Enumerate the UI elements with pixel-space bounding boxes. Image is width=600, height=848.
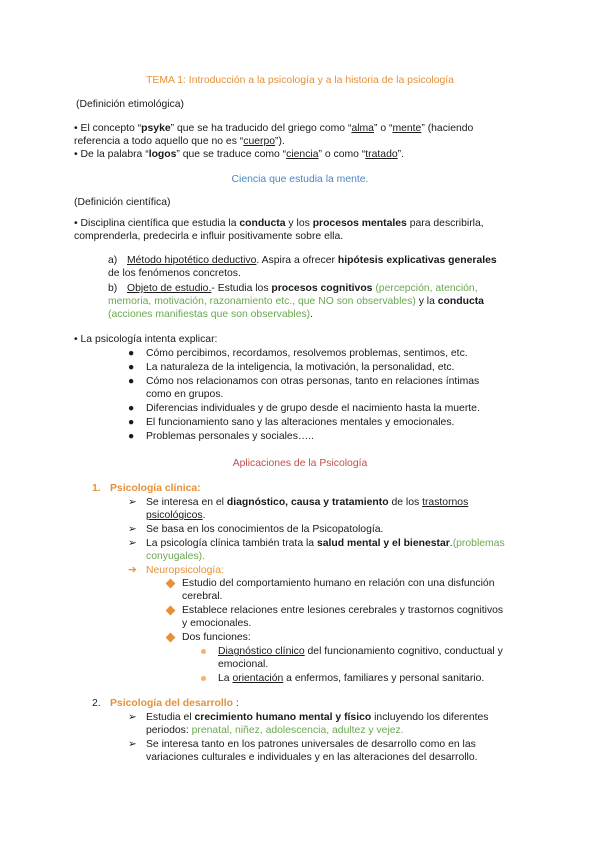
development-item-2-line2: variaciones culturales e individuales y en las alteraciones del desarrollo. (146, 752, 478, 763)
item-a-label: a) (108, 255, 118, 266)
section-1-title: Psicología clínica: (110, 483, 201, 494)
arrow-right-icon: ➔ (128, 565, 137, 576)
arrow-icon: ➢ (128, 538, 137, 549)
function-item-1: Diagnóstico clínico del funcionamiento cognitivo, conductual y (218, 646, 503, 657)
neuro-item-3: Dos funciones: (182, 632, 251, 643)
clinical-item-3-line2: conyugales). (146, 551, 205, 562)
item-b: Objeto de estudio.- Estudia los procesos cognitivos (percepción, atención, (127, 283, 478, 294)
arrow-icon: ➢ (128, 524, 137, 535)
item-b-line2: memoria, motivación, razonamiento etc., que NO son observables) y la conducta (108, 296, 484, 307)
neuro-item-1: Estudio del comportamiento humano en relación con una disfunción (182, 578, 495, 589)
page-title (0, 74, 600, 87)
etymology-bullet-2: • De la palabra “logos” que se traduce como “ciencia” o como “tratado”. (74, 149, 404, 160)
scientific-heading: (Definición científica) (74, 197, 171, 208)
clinical-item-2: Se basa en los conocimientos de la Psicopatología. (146, 524, 384, 535)
list-item-continuation: como en grupos. (146, 389, 224, 400)
diamond-icon (166, 633, 176, 643)
bullet-dot-icon (201, 676, 206, 681)
neuro-item-2-line2: y emocionales. (182, 618, 252, 629)
development-item-1: Estudia el crecimiento humano mental y físico incluyendo los diferentes (146, 712, 489, 723)
scientific-bullet: • Disciplina científica que estudia la conducta y los procesos mentales para describirla, (74, 218, 484, 229)
arrow-icon: ➢ (128, 712, 137, 723)
item-a-line2: de los fenómenos concretos. (108, 268, 241, 279)
tema-label: TEMA 1 (146, 75, 184, 86)
section-2-title: Psicología del desarrollo : (110, 698, 239, 709)
etymological-heading: (Definición etimológica) (76, 99, 184, 110)
bullet-dot-icon (201, 649, 206, 654)
clinical-item-1-line2: psicológicos. (146, 510, 206, 521)
explain-intro: • La psicología intenta explicar: (74, 334, 218, 345)
tema-title: : Introducción a la psicología y a la historia de la psicología (183, 75, 454, 86)
development-item-2: Se interesa tanto en los patrones universales de desarrollo como en las (146, 739, 476, 750)
diamond-icon (166, 579, 176, 589)
item-b-label: b) (108, 283, 118, 294)
clinical-item-3: La psicología clínica también trata la salud mental y el bienestar.(problemas (146, 538, 505, 549)
neuro-item-1-line2: cerebral. (182, 591, 223, 602)
arrow-icon: ➢ (128, 497, 137, 508)
clinical-item-1: Se interesa en el diagnóstico, causa y tratamiento de los trastornos (146, 497, 469, 508)
function-item-2: La orientación a enfermos, familiares y personal sanitario. (218, 673, 485, 684)
development-item-1-line2: periodos: prenatal, niñez, adolescencia, adultez y vejez. (146, 725, 404, 736)
scientific-bullet-line2: comprenderla, predecirla e influir positivamente sobre ella. (74, 231, 344, 242)
neuro-item-2: Establece relaciones entre lesiones cerebrales y trastornos cognitivos (182, 605, 504, 616)
etymology-bullet-1: • El concepto “psyke” que se ha traducido del griego como “alma” o “mente” (haciendo (74, 123, 474, 134)
neuropsychology-heading: Neuropsicología: (146, 565, 224, 576)
function-item-1-line2: emocional. (218, 659, 269, 670)
item-a: Método hipotético deductivo. Aspira a ofrecer hipótesis explicativas generales (127, 255, 497, 266)
science-heading: Ciencia que estudia la mente. (231, 174, 369, 185)
item-b-line3: (acciones manifiestas que son observables). (108, 309, 314, 320)
diamond-icon (166, 606, 176, 616)
etymology-bullet-1-line2: referencia a todo aquello que no es “cuerpo”). (74, 136, 285, 147)
applications-heading: Aplicaciones de la Psicología (232, 458, 368, 469)
arrow-icon: ➢ (128, 739, 137, 750)
section-1-number: 1. (92, 483, 101, 494)
section-2-number: 2. (92, 698, 101, 709)
